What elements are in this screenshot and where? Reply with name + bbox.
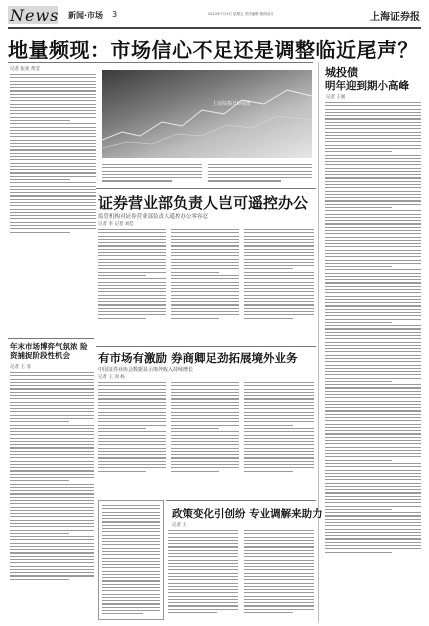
story5-byline: 记者 王	[172, 523, 187, 528]
section-en: News	[10, 6, 60, 25]
story2-byline: 记者 李 记者 刘佳	[98, 222, 134, 227]
right-column-divider	[318, 62, 319, 622]
lead-body-col2	[102, 164, 202, 184]
lead-photo-caption: 上证综指日K线图	[212, 101, 251, 107]
story3-headline	[10, 342, 94, 360]
story5-top-rule	[166, 500, 316, 501]
story4-subheadline: 中国证券业协会数据显示境外收入持续增长	[98, 367, 194, 373]
masthead	[0, 0, 429, 30]
side-story-headline-2: 明年迎到期小高峰	[325, 80, 409, 92]
story3-top-rule	[8, 338, 94, 339]
story2-body-col1	[98, 229, 166, 321]
paper-name: 上海证券报	[370, 12, 420, 23]
story2-body-col3	[244, 229, 314, 321]
story4-body-col2	[171, 382, 239, 474]
lead-photo	[102, 70, 312, 158]
story5-body-col1	[168, 530, 238, 615]
lead-byline: 记者 张欢 黄莹	[10, 67, 40, 72]
section-cn: 新闻·市场	[68, 11, 104, 20]
story4-byline: 记者 王 刘 杨	[98, 375, 125, 380]
side-story-byline: 记者 王媛	[326, 95, 346, 100]
story2-headline: 证券营业部负责人岂可遥控办公	[98, 194, 309, 212]
story5-headline: 政策变化引创纷 专业调解来助力	[172, 508, 323, 520]
story5-body-col2	[244, 530, 314, 615]
sidebar-box-body	[102, 505, 160, 617]
sidebar-box	[98, 500, 164, 620]
side-story-body	[325, 102, 421, 555]
lead-body-col3	[208, 164, 312, 184]
page-number: 3	[112, 10, 118, 19]
side-story-headline-1: 城投债	[325, 66, 358, 79]
story2-top-rule	[96, 188, 316, 189]
lead-photo-chart	[102, 70, 312, 158]
lead-headline-rule	[8, 62, 313, 63]
story2-body-col2	[171, 229, 239, 321]
story4-body-col1	[98, 382, 166, 474]
story4-top-rule	[96, 346, 316, 347]
story3-body	[10, 372, 94, 582]
story4-body-col3	[244, 382, 314, 474]
masthead-meta: 2014年7月4日 星期五 责任编辑 版面设计	[208, 12, 274, 16]
story4-headline: 有市场有激励 券商卿足劲拓展境外业务	[98, 351, 298, 365]
story3-headline-text: 年末市场博弈气氛浓 险资捕捉阶段性机会	[10, 342, 88, 360]
lead-headline: 地量频现：市场信心不足还是调整临近尾声？	[8, 38, 418, 62]
masthead-rule	[8, 27, 421, 29]
lead-body-col1	[10, 74, 96, 235]
story2-subheadline: 监管机构对证券营业部负责人遥控办公零容忍	[98, 214, 209, 220]
story3-byline: 记者 王 菲	[10, 365, 31, 370]
